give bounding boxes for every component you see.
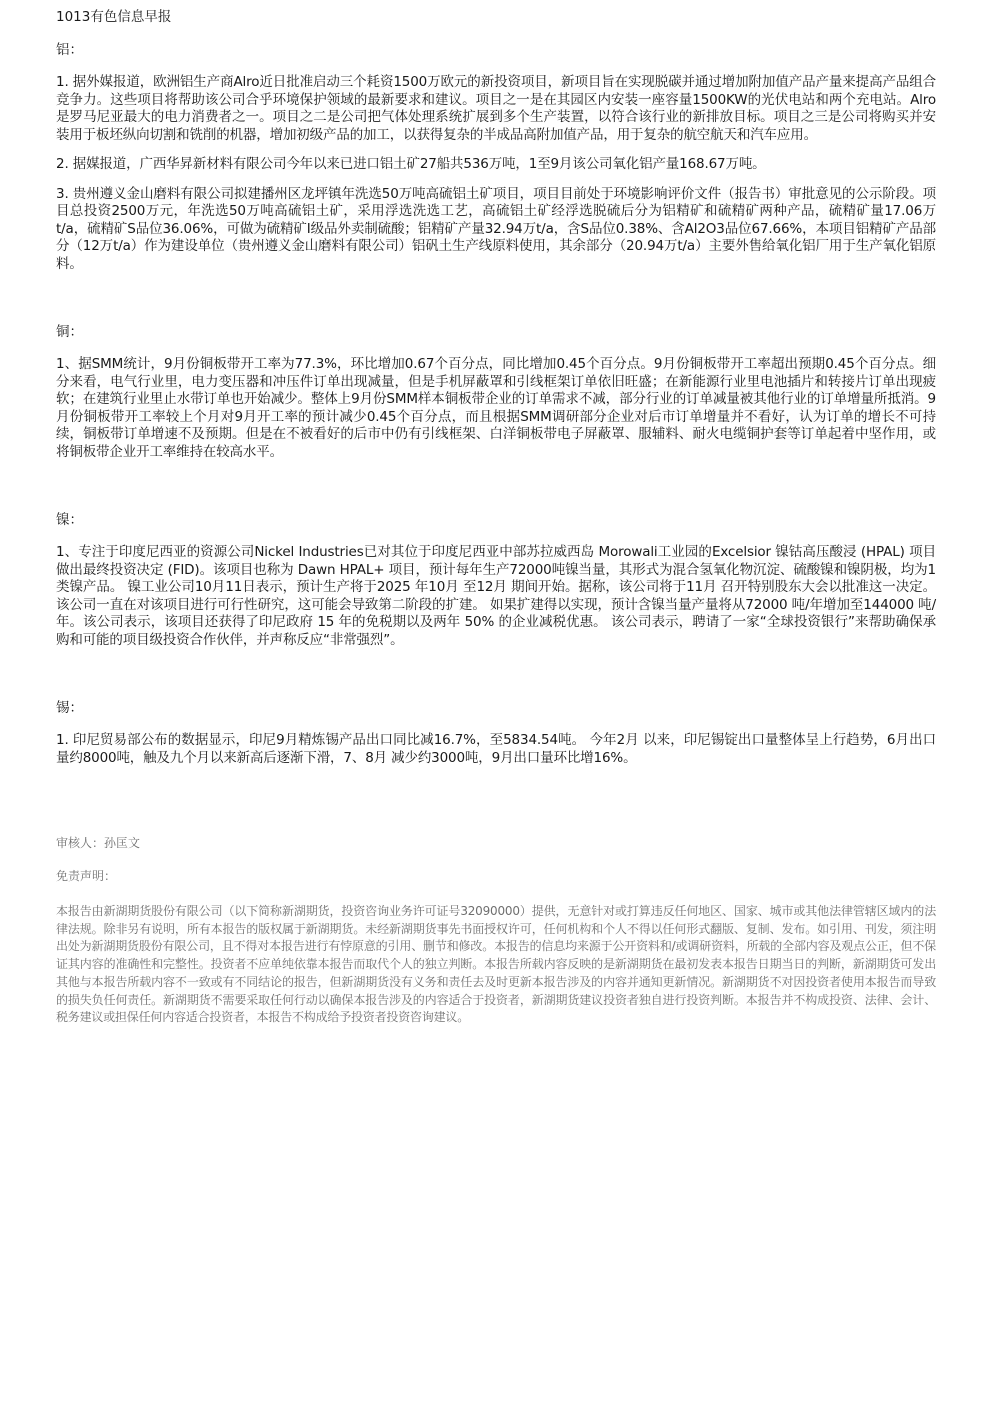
aluminum-item-3: 3. 贵州遵义金山磨料有限公司拟建播州区龙坪镇年洗选50万吨高硫铝土矿项目，项目目前处于环境影响评价文件（报告书）审批意见的公示阶段。项目总投资2500万元，年洗选50万吨高硫铝土矿，采用浮选洗选工艺，高硫铝土矿经浮选脱硫后分为铝精矿和硫精矿两种产品，硫精矿量17.06万t/a，硫精矿S品位36.06%，可做为硫精矿I级品外卖制硫酸；铝精矿产量32.94万t/a，含S品位0.38%、含Al2O3品位67.66%，本项目铝精矿产品部分（12万t/a）作为建设单位（贵州遵义金山磨料有限公司）铝矾土生产线原料使用，其余部分（20.94万t/a）主要外售给氧化铝厂用于生产氧化铝原料。	[56, 185, 936, 272]
tin-item-1: 1. 印尼贸易部公布的数据显示，印尼9月精炼锡产品出口同比减16.7%，至5834.54吨。 今年2月 以来，印尼锡锭出口量整体呈上行趋势，6月出口量约8000吨，触及九个月以来新高后逐渐下滑，7、8月 减少约3000吨，9月出口量环比增16%。	[56, 732, 936, 766]
section-heading-aluminum: 铝：	[56, 42, 83, 58]
section-spacer	[56, 285, 936, 323]
section-heading-copper: 铜：	[56, 324, 83, 340]
copper-item-1: 1、据SMM统计，9月份铜板带开工率为77.3%，环比增加0.67个百分点，同比增加0.45个百分点。9月份铜板带开工率超出预期0.45个百分点。细分来看，电气行业里，电力变压器和冲压件订单出现减量，但是手机屏蔽罩和引线框架订单依旧旺盛；在新能源行业里电池插片和转接片订单出现疲软；在建筑行业里止水带订单也开始减少。整体上9月份SMM样本铜板带企业的订单需求不减，部分行业的订单减量被其他行业的订单增量所抵消。9月份铜板带开工率较上个月对9月开工率的预计减少0.45个百分点，而且根据SMM调研部分企业对后市订单增量并不看好，认为订单的增长不可持续，铜板带订单增速不及预期。但是在不被看好的后市中仍有引线框架、白洋铜板带电子屏蔽罩、服辅料、耐火电缆铜护套等订单起着中坚作用，或将铜板带企业开工率维持在较高水平。	[56, 356, 936, 460]
footer-spacer	[56, 779, 936, 835]
reviewer-line: 审核人：孙匡文	[56, 836, 141, 850]
section-spacer	[56, 661, 936, 699]
aluminum-item-2: 2. 据媒报道，广西华昇新材料有限公司今年以来已进口铝土矿27船共536万吨，1至9月该公司氧化铝产量168.67万吨。	[56, 156, 766, 172]
report-title: 1013有色信息早报	[56, 9, 172, 25]
disclaimer-title: 免责声明：	[56, 869, 117, 883]
nickel-item-1: 1、专注于印度尼西亚的资源公司Nickel Industries已对其位于印度尼西亚中部苏拉威西岛 Morowali工业园的Excelsior 镍钴高压酸浸 (HPAL) 项目做出最终投资决定 (FID)。该项目也称为 Dawn HPAL+ 项目，预计每年生产72000吨镍当量，其形式为混合氢氧化物沉淀、硫酸镍和镍阴极，均为1类镍产品。 镍工业公司10月11日表示，预计生产将于2025 年10月 至12月 期间开始。据称，该公司将于11月 召开特别股东大会以批准这一决定。该公司一直在对该项目进行可行性研究，这可能会导致第二阶段的扩建。 如果扩建得以实现，预计含镍当量产量将从72000 吨/年增加至144000 吨/年。该公司表示，该项目还获得了印尼政府 15 年的免税期以及两年 50% 的企业减税优惠。 该公司表示，聘请了一家“全球投资银行”来帮助确保承购和可能的项目级投资合作伙伴，并声称反应“非常强烈”。	[56, 544, 936, 648]
aluminum-item-1: 1. 据外媒报道，欧洲铝生产商Alro近日批准启动三个耗资1500万欧元的新投资项目，新项目旨在实现脱碳并通过增加附加值产品产量来提高产品组合竞争力。这些项目将帮助该公司合乎环境保护领域的最新要求和建议。项目之一是在其园区内安装一座容量1500KW的光伏电站和两个充电站。Alro是罗马尼亚最大的电力消费者之一。项目之二是公司把气体处理系统扩展到多个生产装置，以符合该行业的新排放目标。项目之三是公司将购买并安装用于板坯纵向切割和铣削的机器，增加初级产品的加工，以获得复杂的半成品高附加值产品，用于复杂的航空航天和汽车应用。	[56, 74, 936, 143]
section-spacer	[56, 473, 936, 511]
disclaimer-body: 本报告由新湖期货股份有限公司（以下简称新湖期货，投资咨询业务许可证号32090000）提供，无意针对或打算违反任何地区、国家、城市或其他法律管辖区域内的法律法规。除非另有说明，所有本报告的版权属于新湖期货。未经新湖期货事先书面授权许可，任何机构和个人不得以任何形式翻版、复制、发布。如引用、刊发，须注明出处为新湖期货股份有限公司，且不得对本报告进行有悖原意的引用、删节和修改。本报告的信息均来源于公开资料和/或调研资料，所载的全部内容及观点公正，但不保证其内容的准确性和完整性。投资者不应单纯依靠本报告而取代个人的独立判断。本报告所载内容反映的是新湖期货在最初发表本报告日期当日的判断，新湖期货可发出其他与本报告所载内容不一致或有不同结论的报告，但新湖期货没有义务和责任去及时更新本报告涉及的内容并通知更新情况。新湖期货不对因投资者使用本报告而导致的损失负任何责任。新湖期货不需要采取任何行动以确保本报告涉及的内容适合于投资者，新湖期货建议投资者独自进行投资判断。本报告并不构成投资、法律、会计、税务建议或担保任何内容适合投资者，本报告不构成给予投资者投资咨询建议。	[56, 904, 936, 1025]
section-heading-tin: 锡：	[56, 700, 83, 716]
section-heading-nickel: 镍：	[56, 512, 83, 528]
report-page	[56, 8, 936, 1027]
